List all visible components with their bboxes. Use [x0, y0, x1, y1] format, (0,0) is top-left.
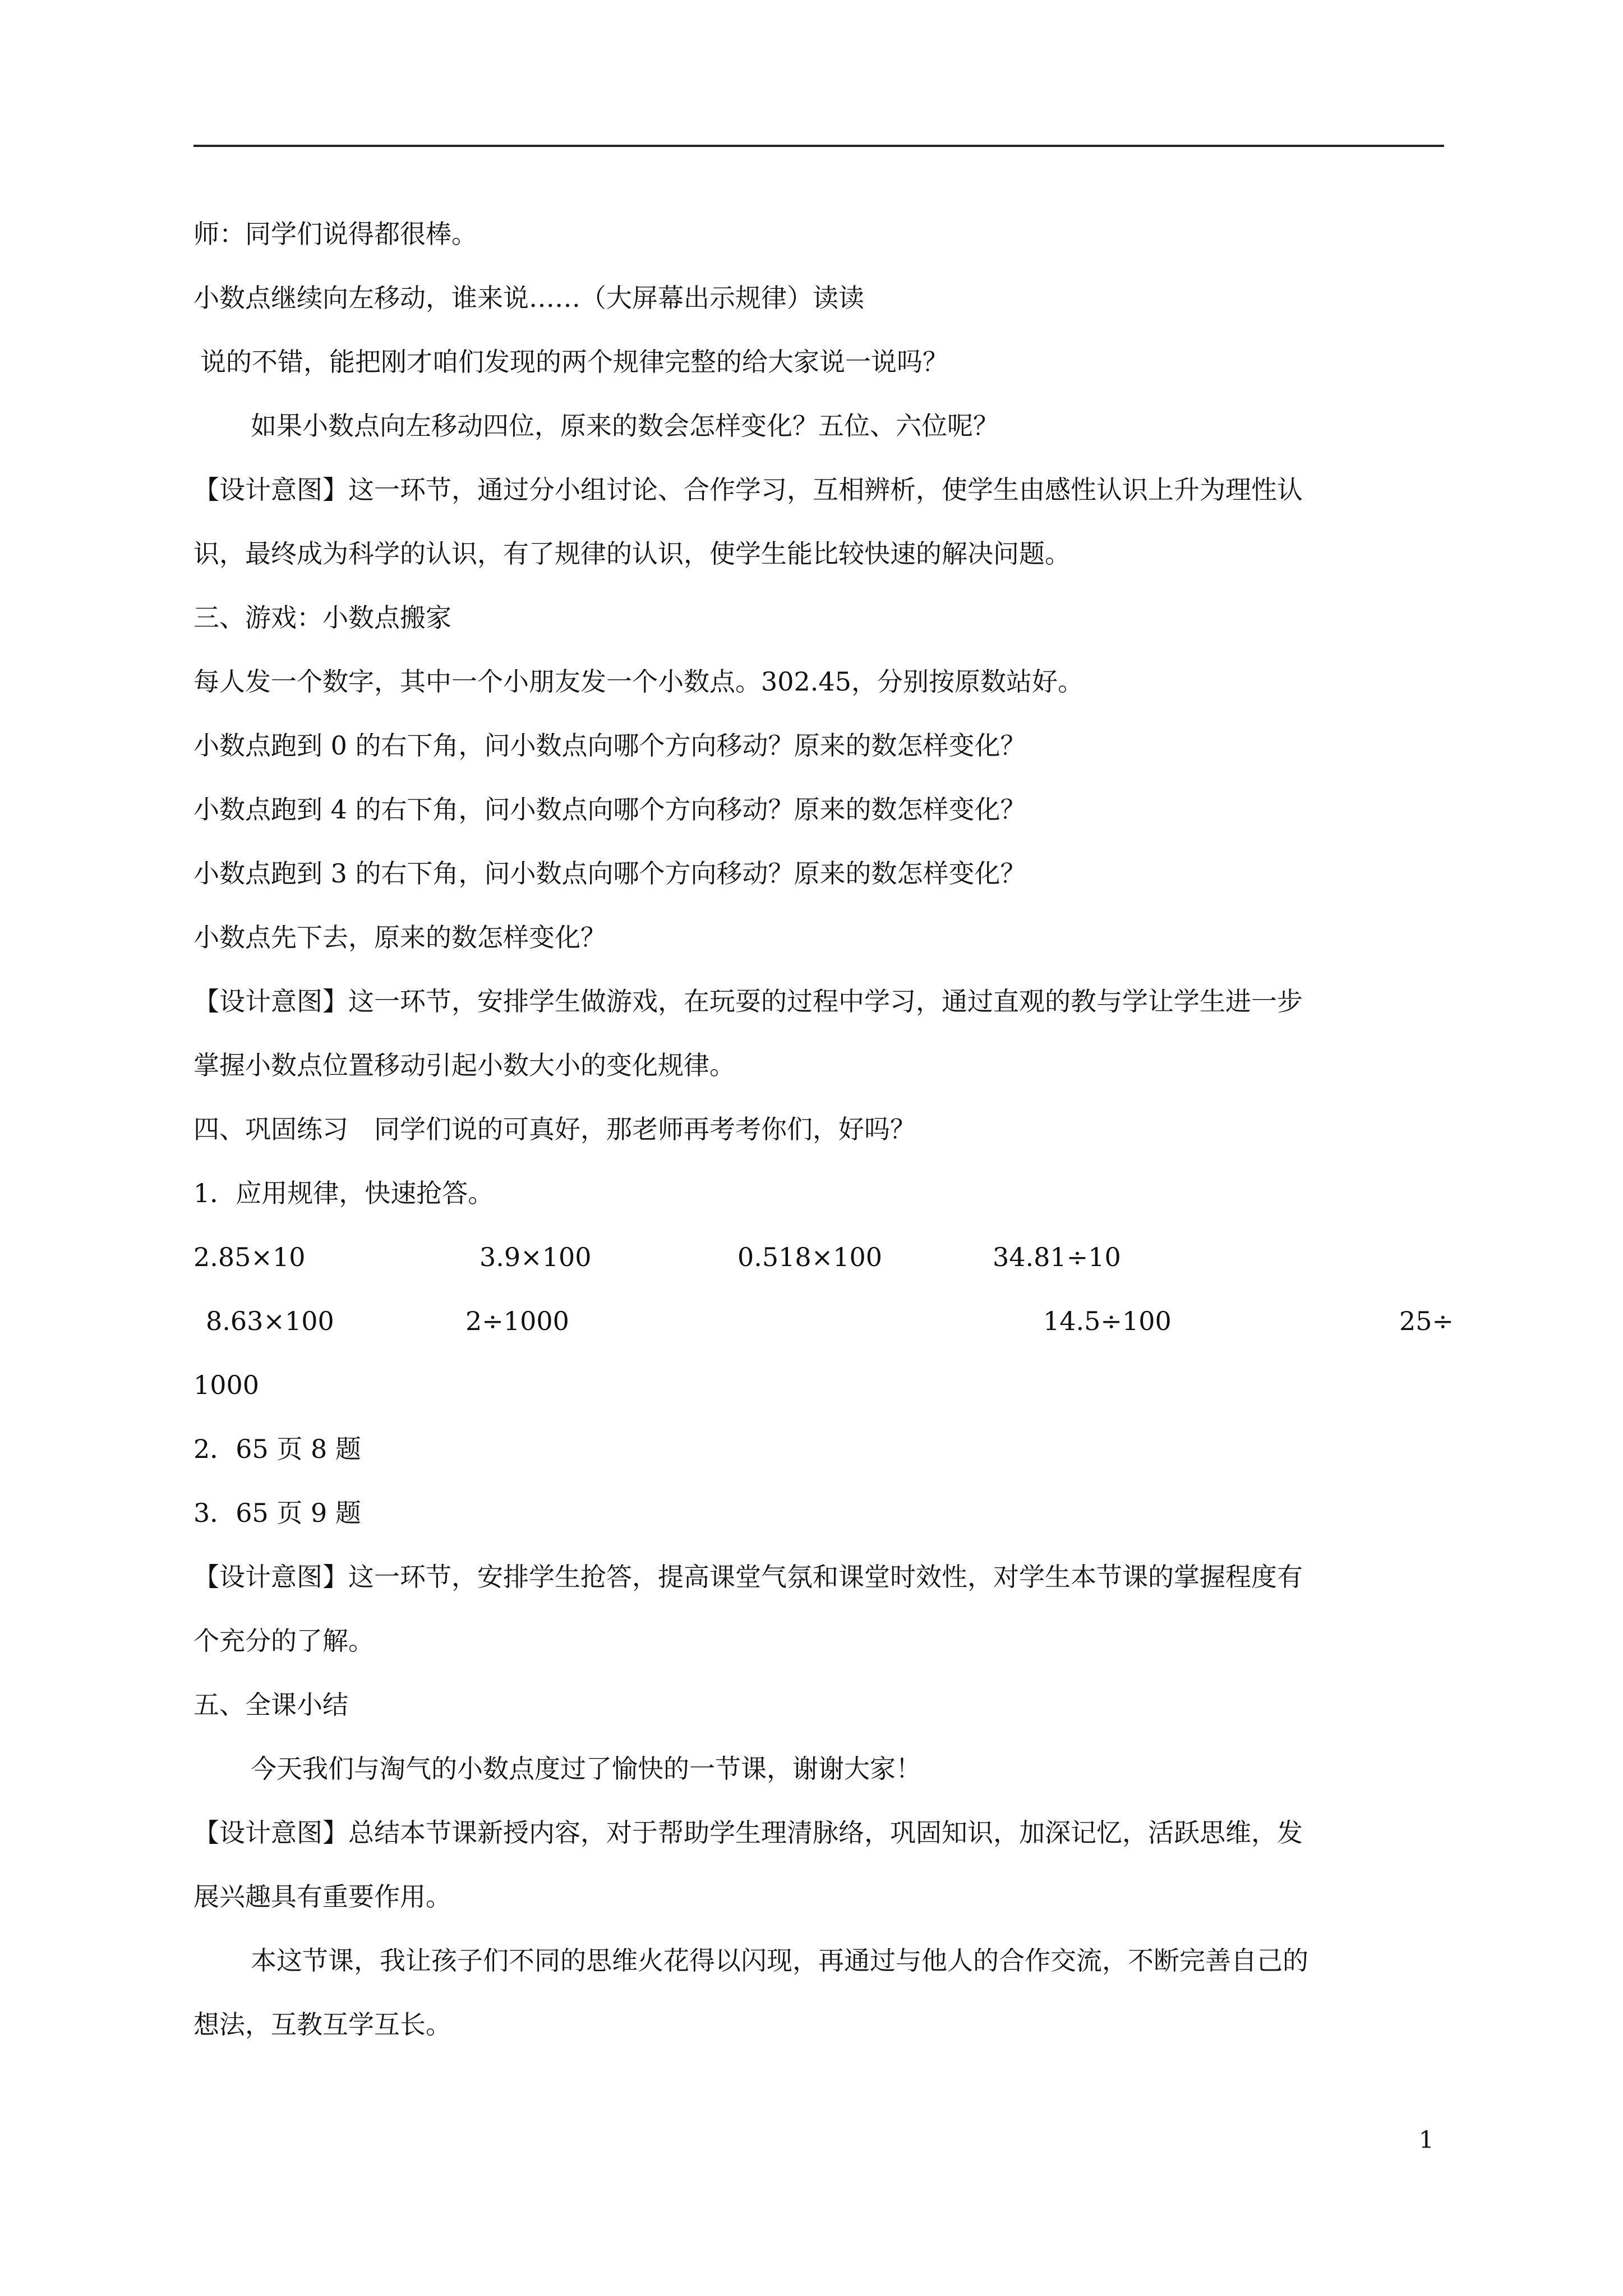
- design-intent-paragraph: 【设计意图】这一环节，通过分小组讨论、合作学习，互相辨析，使学生由感性认识上升为理性认: [193, 475, 1303, 505]
- equation: 25÷: [1399, 1306, 1454, 1336]
- design-intent-paragraph: 展兴趣具有重要作用。: [193, 1881, 451, 1912]
- text-line: 师：同学们说得都很棒。: [193, 219, 477, 249]
- exercise-item: 2．65 页 8 题: [193, 1434, 361, 1464]
- equation: 8.63×100: [206, 1306, 334, 1336]
- text-line: 想法，互教互学互长。: [193, 2009, 451, 2040]
- equation: 2.85×10: [193, 1242, 306, 1272]
- equation-wrap: 1000: [193, 1370, 260, 1400]
- text-line: 每人发一个数字，其中一个小朋友发一个小数点。302.45，分别按原数站好。: [193, 666, 1083, 697]
- design-intent-paragraph: 掌握小数点位置移动引起小数大小的变化规律。: [193, 1050, 735, 1080]
- exercise-item: 1．应用规律，快速抢答。: [193, 1178, 494, 1208]
- design-intent-paragraph: 【设计意图】总结本节课新授内容，对于帮助学生理清脉络，巩固知识，加深记忆，活跃思维，发: [193, 1818, 1303, 1848]
- text-line: 说的不错，能把刚才咱们发现的两个规律完整的给大家说一说吗？: [200, 347, 948, 377]
- equation: 14.5÷100: [1043, 1306, 1172, 1336]
- section-heading: 五、全课小结: [193, 1690, 348, 1720]
- text-line: 本这节课，我让孩子们不同的思维火花得以闪现，再通过与他人的合作交流，不断完善自己的: [251, 1945, 1308, 1976]
- equation: 34.81÷10: [993, 1242, 1121, 1272]
- equation: 3.9×100: [479, 1242, 592, 1272]
- exercise-item: 3．65 页 9 题: [193, 1498, 361, 1528]
- design-intent-paragraph: 【设计意图】这一环节，安排学生做游戏，在玩耍的过程中学习，通过直观的教与学让学生进一步: [193, 986, 1303, 1016]
- section-heading: 三、游戏：小数点搬家: [193, 602, 451, 633]
- section-heading: 四、巩固练习 同学们说的可真好，那老师再考考你们，好吗？: [193, 1114, 916, 1144]
- equation: 0.518×100: [737, 1242, 883, 1272]
- header-rule: [193, 145, 1444, 147]
- equation-row: [193, 1225, 1444, 1289]
- text-line: 小数点跑到 0 的右下角，问小数点向哪个方向移动？原来的数怎样变化？: [193, 730, 1026, 761]
- text-line: 今天我们与淘气的小数点度过了愉快的一节课，谢谢大家！: [251, 1754, 921, 1784]
- design-intent-paragraph: 个充分的了解。: [193, 1626, 374, 1656]
- document-body: [193, 202, 1454, 2056]
- text-line: 小数点先下去，原来的数怎样变化？: [193, 922, 606, 953]
- text-line: 小数点跑到 3 的右下角，问小数点向哪个方向移动？原来的数怎样变化？: [193, 858, 1026, 889]
- text-line: 小数点继续向左移动，谁来说……（大屏幕出示规律）读读: [193, 283, 864, 313]
- equation: 2÷1000: [465, 1306, 569, 1336]
- equation-row: [193, 1289, 1454, 1353]
- page-number: 1: [1419, 2126, 1434, 2154]
- text-line: 小数点跑到 4 的右下角，问小数点向哪个方向移动？原来的数怎样变化？: [193, 794, 1026, 825]
- text-line: 如果小数点向左移动四位，原来的数会怎样变化？五位、六位呢？: [251, 411, 999, 441]
- design-intent-paragraph: 【设计意图】这一环节，安排学生抢答，提高课堂气氛和课堂时效性，对学生本节课的掌握程度有: [193, 1562, 1303, 1592]
- design-intent-paragraph: 识，最终成为科学的认识，有了规律的认识，使学生能比较快速的解决问题。: [193, 539, 1071, 569]
